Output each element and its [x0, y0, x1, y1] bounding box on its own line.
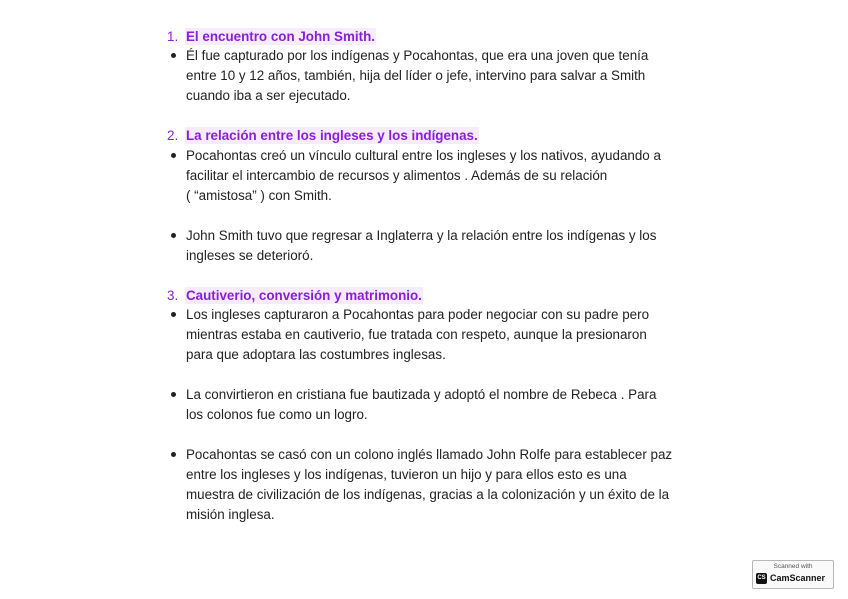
list-item [171, 146, 701, 206]
section-title: La relación entre los ingleses y los indígenas. [186, 128, 478, 143]
section-heading-1 [167, 27, 376, 47]
text-line: ingleses se deterioró. [186, 248, 314, 263]
text-line: cuando iba a ser ejecutado. [186, 88, 351, 103]
section-title: El encuentro con John Smith. [186, 29, 375, 44]
bullet-icon [171, 392, 176, 397]
text-line: ( “amistosa” ) con Smith. [186, 188, 332, 203]
list-item [171, 305, 701, 365]
text-line: muestra de civilización de los indígenas, gracias a la colonización y un éxito de la [186, 487, 670, 502]
section-number: 2. [167, 128, 179, 143]
section-number: 1. [167, 29, 179, 44]
text-line: Él fue capturado por los indígenas y Pocahontas, que era una joven que tenía [186, 48, 649, 63]
camscanner-logo-icon: CS [756, 573, 767, 584]
bullet-icon [171, 153, 176, 158]
text-line: facilitar el intercambio de recursos y alimentos . Además de su relación [186, 168, 608, 183]
bullet-icon [171, 233, 176, 238]
bullet-icon [171, 452, 176, 457]
watermark-caption: Scanned with [773, 563, 813, 570]
camscanner-watermark [752, 560, 834, 589]
text-line: Pocahontas se casó con un colono inglés llamado John Rolfe para establecer paz [186, 447, 673, 462]
section-heading-2 [167, 126, 479, 146]
list-item [171, 46, 701, 106]
text-line: los colonos fue como un logro. [186, 407, 368, 422]
text-line: para que adoptara las costumbres inglesas. [186, 347, 446, 362]
text-line: Los ingleses capturaron a Pocahontas para poder negociar con su padre pero [186, 307, 650, 322]
section-heading-3 [167, 286, 423, 306]
text-line: misión inglesa. [186, 507, 275, 522]
watermark-brand: CamScanner [770, 573, 826, 583]
section-number: 3. [167, 288, 179, 303]
text-line: mientras estaba en cautiverio, fue tratada con respeto, aunque la presionaron [186, 327, 647, 342]
text-line: La convirtieron en cristiana fue bautizada y adoptó el nombre de Rebeca . Para [186, 387, 657, 402]
bullet-icon [171, 53, 176, 58]
list-item [171, 226, 701, 266]
list-item [171, 445, 701, 525]
list-item [171, 385, 701, 425]
text-line: Pocahontas creó un vínculo cultural entre los ingleses y los nativos, ayudando a [186, 148, 661, 163]
text-line: John Smith tuvo que regresar a Inglaterra y la relación entre los indígenas y los [186, 228, 657, 243]
text-line: entre 10 y 12 años, también, hija del líder o jefe, intervino para salvar a Smith [186, 68, 646, 83]
section-title: Cautiverio, conversión y matrimonio. [186, 288, 422, 303]
text-line: entre los ingleses y los indígenas, tuvieron un hijo y para ellos esto es una [186, 467, 627, 482]
bullet-icon [171, 312, 176, 317]
